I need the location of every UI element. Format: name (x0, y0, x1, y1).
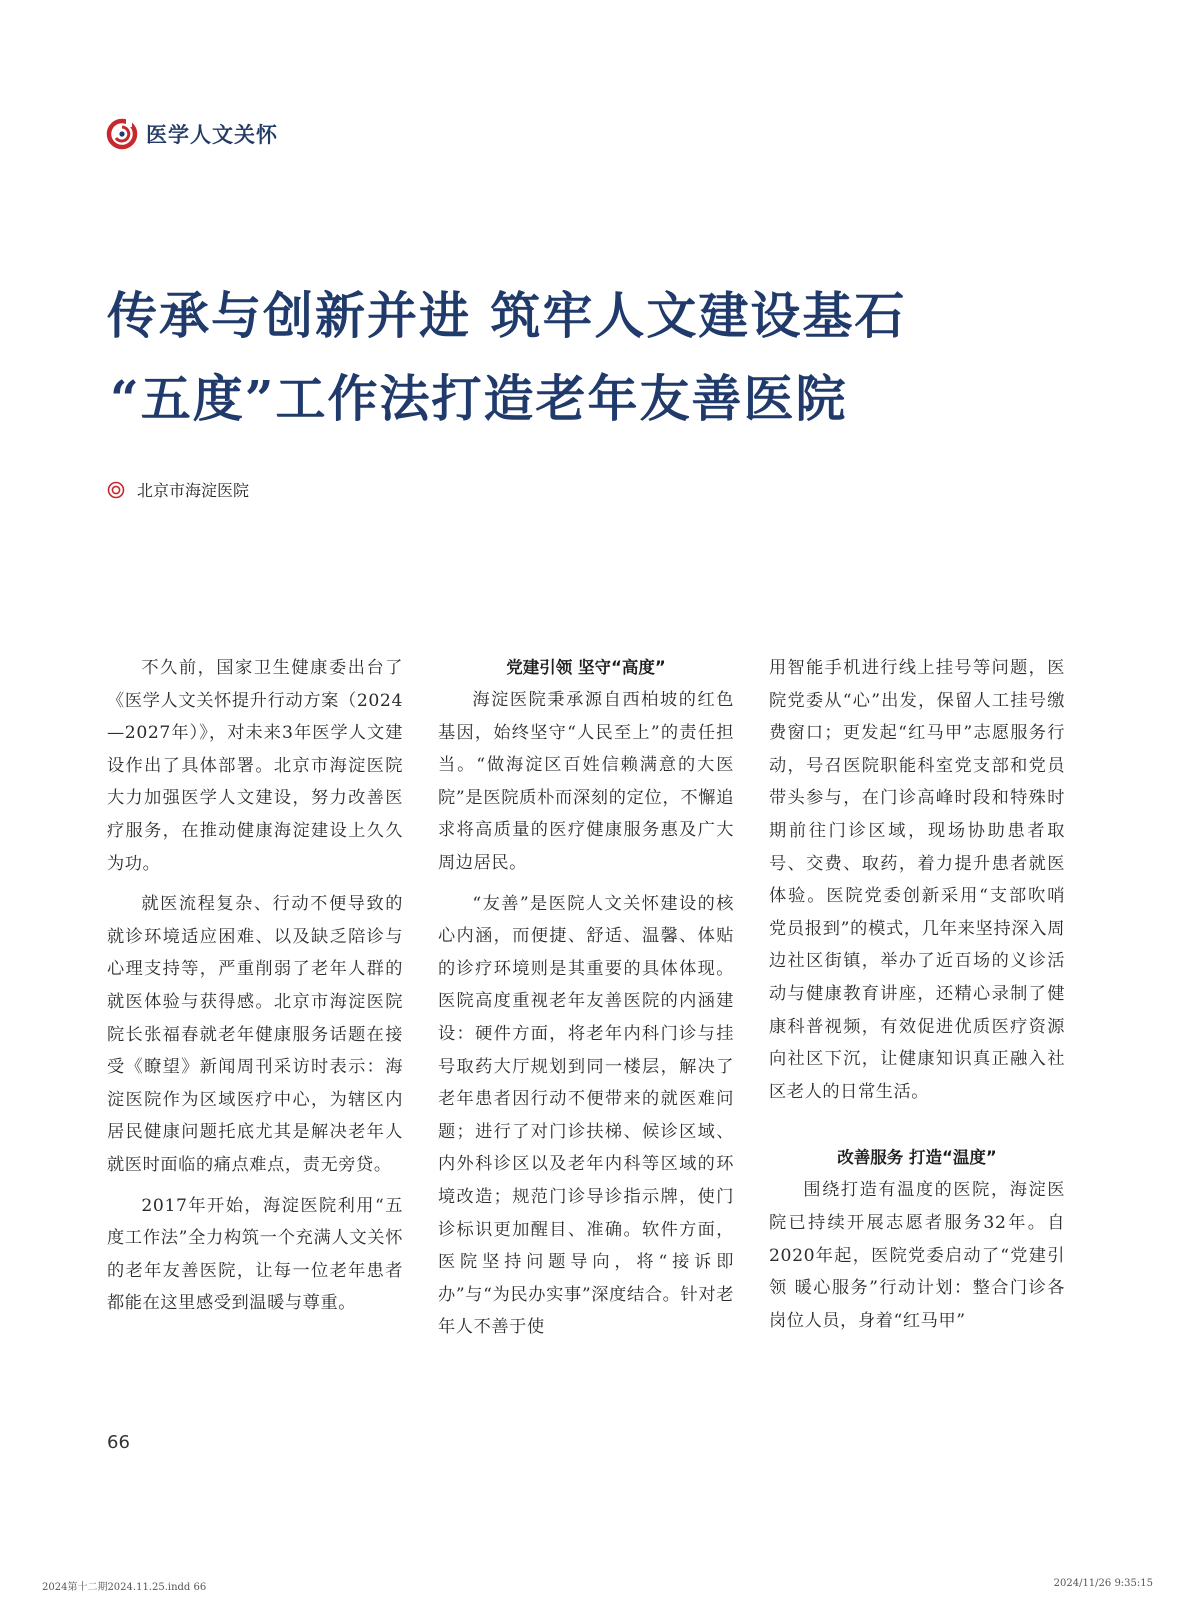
paragraph: 围绕打造有温度的医院，海淀医院已持续开展志愿者服务32年。自2020年起，医院党委启动了“党建引领 暖心服务”行动计划：整合门诊各岗位人员，身着“红马甲” (769, 1180, 1065, 1331)
print-slug-timestamp: 2024/11/26 9:35:15 (1053, 1578, 1153, 1589)
author-name: 北京市海淀医院 (137, 481, 250, 500)
headline-line-2: “五度”工作法打造老年友善医院 (110, 369, 848, 428)
section-heading: 党建引领 坚守“高度” (506, 658, 666, 677)
paragraph: 就医流程复杂、行动不便导致的就诊环境适应困难、以及缺乏陪诊与心理支持等，严重削弱了老年人群的就医体验与获得感。北京市海淀医院院长张福春就老年健康服务话题在接受《瞭望》新闻周刊采访时表示：海淀医院作为区域医疗中心，为辖区内居民健康问题托底尤其是解决老年人就医时面临的痛点难点，责无旁贷。 (107, 894, 403, 1175)
section-header (106, 118, 278, 150)
section-title: 医学人文关怀 (146, 122, 278, 147)
brand-logo-icon (106, 118, 138, 150)
double-ring-bullet-icon (107, 481, 125, 499)
spacer (769, 1116, 1065, 1142)
paragraph: 不久前，国家卫生健康委出台了《医学人文关怀提升行动方案（2024—2027年）》，对未来3年医学人文建设作出了具体部署。北京市海淀医院大力加强医学人文建设，努力改善医疗服务，在推动健康海淀建设上久久为功。 (107, 658, 403, 874)
page-number: 66 (107, 1432, 130, 1453)
paragraph: “友善”是医院人文关怀建设的核心内涵，而便捷、舒适、温馨、体贴的诊疗环境则是其重要的具体体现。医院高度重视老年友善医院的内涵建设：硬件方面，将老年内科门诊与挂号取药大厅规划到同一楼层，解决了老年患者因行动不便带来的就医难问题；进行了对门诊扶梯、候诊区域、内外科诊区以及老年内科等区域的环境改造；规范门诊导诊指示牌，使门诊标识更加醒目、准确。软件方面，医院坚持问题导向，将“接诉即办”与“为民办实事”深度结合。针对老年人不善于使 (438, 893, 734, 1338)
headline-line-1: 传承与创新并进 筑牢人文建设基石 (107, 286, 907, 345)
section-heading: 改善服务 打造“温度” (837, 1148, 997, 1168)
paragraph: 海淀医院秉承源自西柏坡的红色基因，始终坚守“人民至上”的责任担当。“做海淀区百姓信赖满意的大医院”是医院质朴而深刻的定位，不懈追求将高质量的医疗健康服务惠及广大周边居民。 (438, 690, 734, 873)
article-column-3 (769, 652, 1065, 1345)
author-byline (107, 478, 249, 501)
article-column-2 (438, 652, 734, 1352)
article-column-1 (107, 652, 403, 1328)
print-slug-file: 2024第十二期2024.11.25.indd 66 (42, 1582, 207, 1593)
paragraph: 用智能手机进行线上挂号等问题，医院党委从“心”出发，保留人工挂号缴费窗口；更发起“红马甲”志愿服务行动，号召医院职能科室党支部和党员带头参与，在门诊高峰时段和特殊时期前往门诊区域，现场协助患者取号、交费、取药，着力提升患者就医体验。医院党委创新采用“支部吹哨 党员报到”的模式，几年来坚持深入周边社区街镇，举办了近百场的义诊活动与健康教育讲座，还精心录制了健康科普视频，有效促进优质医疗资源向社区下沉，让健康知识真正融入社区老人的日常生活。 (769, 658, 1065, 1102)
paragraph: 2017年开始，海淀医院利用“五度工作法”全力构筑一个充满人文关怀的老年友善医院，让每一位老年患者都能在这里感受到温暖与尊重。 (107, 1195, 403, 1314)
